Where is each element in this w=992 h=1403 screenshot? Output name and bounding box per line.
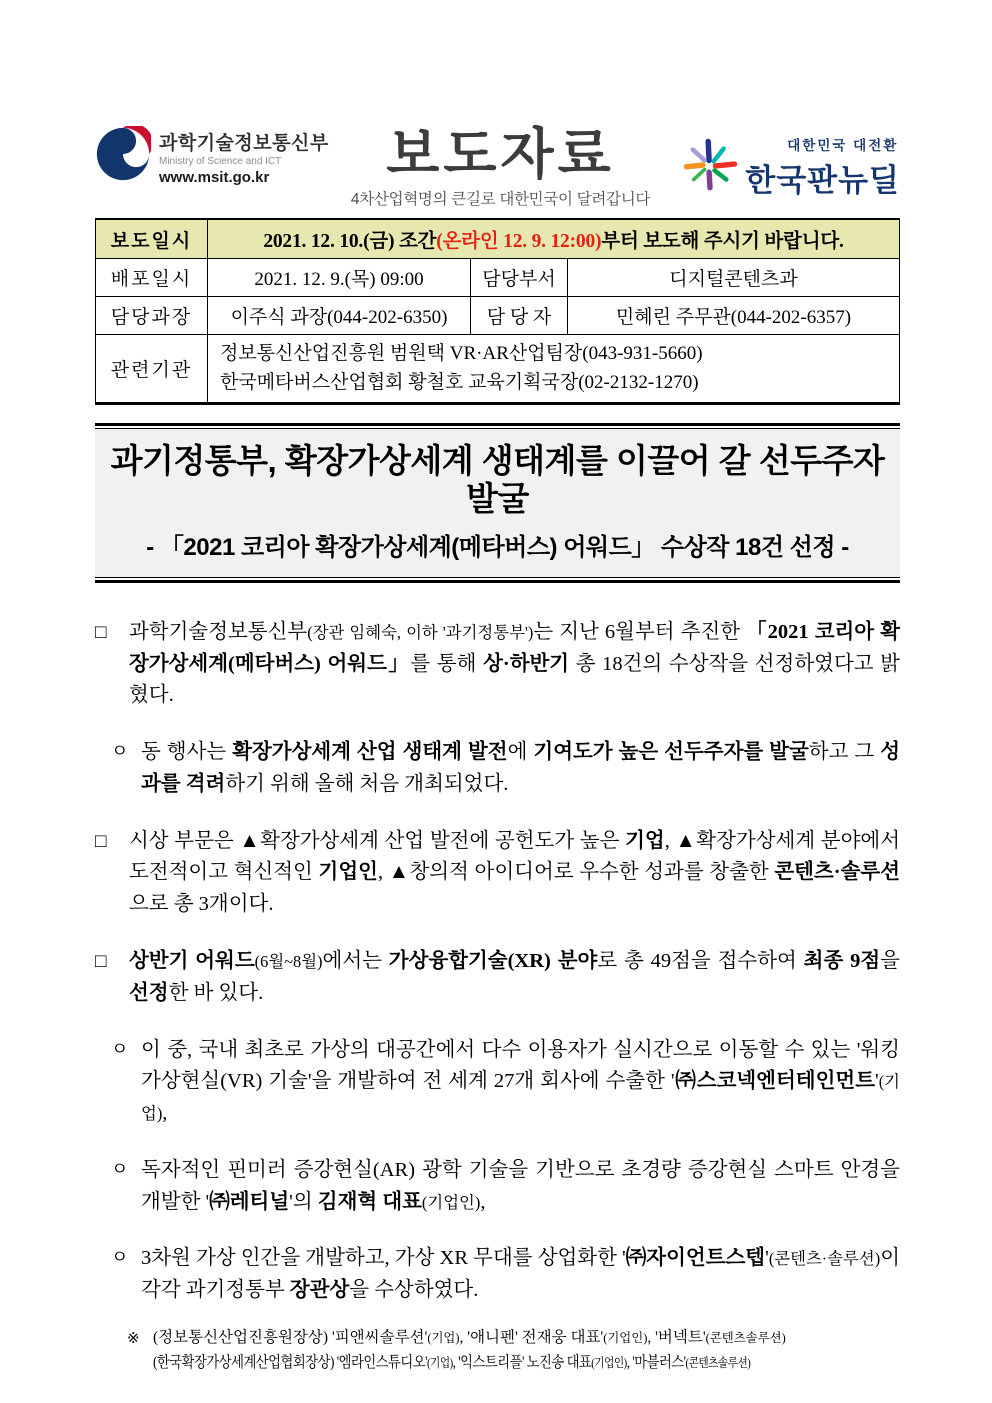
newdeal-name: 한국판뉴딜 — [745, 163, 900, 198]
press-info-table — [95, 218, 900, 405]
table-row-related-orgs — [96, 335, 900, 404]
footnote-line: (한국확장가상세계산업협회장상) '엠라인스튜디오'(기업), '익스트리플' 노진송 대표(기업인), '마블러스'(콘텐츠솔루션) — [153, 1353, 751, 1371]
paragraph-marker: ㅇ — [111, 1038, 129, 1059]
paragraph-text: 과학기술정보통신부(장관 임혜숙, 이하 '과기정통부')는 지난 6월부터 추진한 「2021 코리아 확장가상세계(메타버스) 어워드」를 통해 상·하반기 총 18건의 수상작을 선정하였다고 밝혔다. — [129, 620, 900, 707]
related-orgs-label: 관련기관 — [96, 335, 208, 404]
related-org-line: 한국메타버스산업협회 황철호 교육기획국장(02-2132-1270) — [220, 371, 699, 393]
newdeal-text-block — [745, 134, 900, 200]
korean-newdeal-logo — [658, 126, 900, 200]
paragraph-marker: ㅇ — [111, 1158, 129, 1179]
table-row-distribution — [96, 259, 900, 297]
distribution-date-label: 배포일시 — [96, 259, 208, 297]
government-emblem-icon — [95, 126, 151, 187]
paragraph — [111, 1243, 900, 1307]
ministry-text-block — [159, 128, 329, 186]
press-release-title: 보도자료 — [386, 123, 615, 185]
paragraph — [111, 1155, 900, 1219]
table-row-contacts — [96, 297, 900, 335]
paragraph-marker: □ — [95, 621, 107, 643]
paragraph — [95, 946, 900, 1010]
headline-section — [95, 423, 900, 583]
manager-value: 이주식 과장(044-202-6350) — [208, 297, 471, 335]
paragraph-text: 이 중, 국내 최초로 가상의 대공간에서 다수 이용자가 실시간으로 이동할 수 있는 '워킹 가상현실(VR) 기술'을 개발하여 전 세계 27개 회사에 수출한 '㈜스코넥엔터테인먼트'(기업), — [141, 1038, 900, 1125]
paragraph-text: 시상 부문은 ▲확장가상세계 산업 발전에 공헌도가 높은 기업, ▲확장가상세계 분야에서 도전적이고 혁신적인 기업인, ▲창의적 아이디어로 우수한 성과를 창출한 콘텐츠·솔루션으로 총 3개이다. — [129, 829, 900, 916]
footnote-line: (정보통신산업진흥원장상) '피앤씨솔루션'(기업), '애니펜' 전재웅 대표'(기업인), '버넥트'(콘텐츠솔루션) — [153, 1328, 786, 1346]
headline-title: 과기정통부, 확장가상세계 생태계를 이끌어 갈 선두주자 발굴 — [110, 442, 885, 517]
paragraph-text: 독자적인 핀미러 증강현실(AR) 광학 기술을 기반으로 초경량 증강현실 스마트 안경을 개발한 '㈜레티널'의 김재혁 대표(기업인), — [141, 1158, 900, 1213]
newdeal-asterisk-icon — [681, 136, 739, 199]
masthead — [95, 123, 900, 218]
ministry-name: 과학기술정보통신부 — [159, 132, 329, 154]
staff-label: 담 당 자 — [471, 297, 568, 335]
ministry-url: www.msit.go.kr — [159, 168, 270, 186]
paragraph — [111, 1035, 900, 1130]
paragraph-text: 동 행사는 확장가상세계 산업 생태계 발전에 기여도가 높은 선두주자를 발굴하고 그 성과를 격려하기 위해 올해 처음 개최되었다. — [141, 741, 900, 795]
release-date-label: 보도일시 — [96, 219, 208, 259]
ministry-logo — [95, 126, 343, 187]
footnote-lines — [153, 1326, 848, 1376]
headline-box — [95, 429, 900, 577]
paragraph-marker: □ — [95, 951, 107, 972]
paragraph — [95, 826, 900, 921]
release-date-value: 2021. 12. 10.(금) 조간(온라인 12. 9. 12:00)부터 보도해 주시기 바랍니다. — [208, 219, 900, 259]
paragraph-marker: □ — [95, 830, 107, 852]
related-orgs-value — [208, 335, 900, 404]
department-label: 담당부서 — [471, 259, 568, 297]
paragraph-marker: ㅇ — [111, 1247, 129, 1268]
headline-subtitle: - 「2021 코리아 확장가상세계(메타버스) 어워드」 수상작 18건 선정 - — [146, 533, 849, 561]
footnote-marker: ※ — [127, 1330, 140, 1347]
paragraph-text: 3차원 가상 인간을 개발하고, 가상 XR 무대를 상업화한 '㈜자이언트스텝'(콘텐츠·솔루션)이 각각 과기정통부 장관상을 수상하였다. — [141, 1247, 900, 1302]
related-org-line: 정보통신산업진흥원 범원택 VR·AR산업팀장(043-931-5660) — [220, 343, 703, 364]
press-release-masthead — [343, 123, 658, 209]
paragraph-text: 상반기 어워드(6월~8월)에서는 가상융합기술(XR) 분야로 총 49점을 접수하여 최종 9점을 선정한 바 있다. — [129, 950, 900, 1004]
newdeal-slogan: 대한민국 대전환 — [787, 138, 899, 153]
ministry-name-en: Ministry of Science and ICT — [159, 155, 282, 167]
manager-label: 담당과장 — [96, 297, 208, 335]
paragraph — [95, 617, 900, 712]
distribution-date-value: 2021. 12. 9.(목) 09:00 — [208, 259, 471, 297]
press-release-tagline: 4차산업혁명의 큰길로 대한민국이 달려갑니다 — [350, 191, 651, 209]
paragraph-marker: ㅇ — [111, 741, 129, 762]
headline-bottom-rule — [95, 577, 900, 583]
staff-value: 민혜린 주무관(044-202-6357) — [568, 297, 900, 335]
department-value: 디지털콘텐츠과 — [568, 259, 900, 297]
footnote — [127, 1326, 900, 1376]
document-body — [95, 617, 900, 1376]
table-row-release-date — [96, 219, 900, 259]
paragraph — [111, 737, 900, 801]
